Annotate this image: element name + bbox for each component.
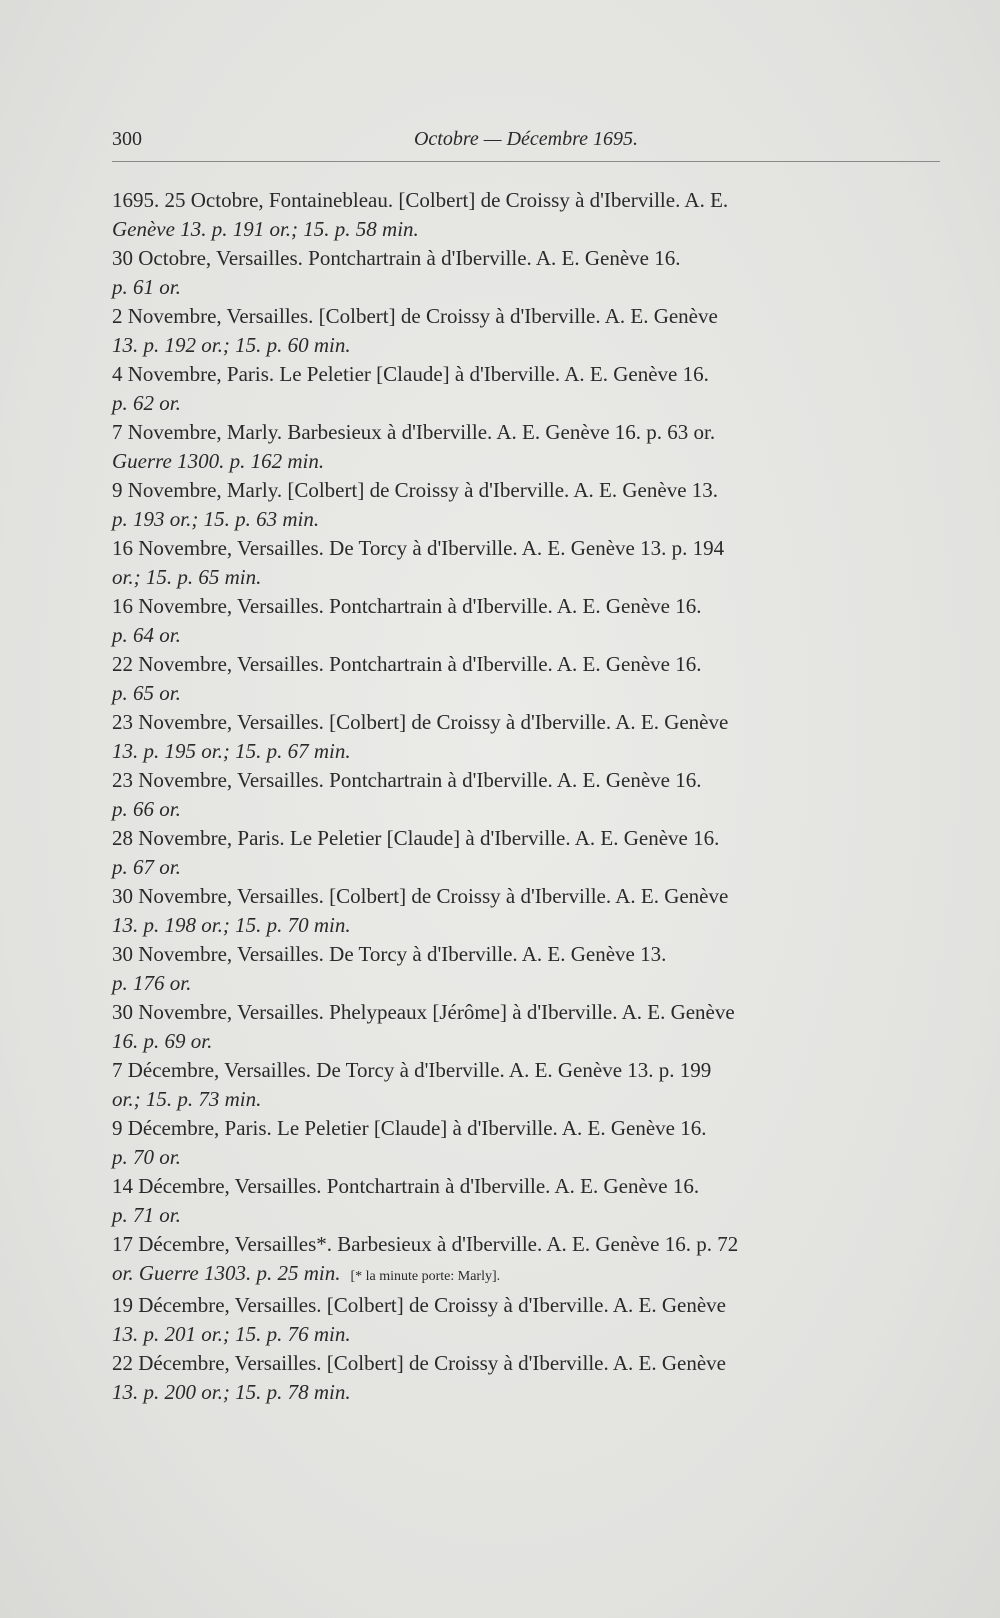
letter-entry: [112, 1172, 940, 1230]
entry-line-2: p. 65 or.: [112, 681, 181, 705]
letter-entry: [112, 186, 940, 244]
entry-line-2: 13. p. 201 or.; 15. p. 76 min.: [112, 1322, 351, 1346]
letter-entry: [112, 534, 940, 592]
running-head: Octobre — Décembre 1695.: [413, 128, 638, 150]
entry-line-2: p. 61 or.: [112, 275, 181, 299]
letter-entry: [112, 302, 940, 360]
entry-line-1: 16 Novembre, Versailles. Pontchartrain à d'Iberville. A. E. Genève 16.: [112, 594, 702, 618]
entry-line-1: 30 Octobre, Versailles. Pontchartrain à d'Iberville. A. E. Genève 16.: [112, 246, 681, 270]
entry-line-1: 22 Novembre, Versailles. Pontchartrain à d'Iberville. A. E. Genève 16.: [112, 652, 702, 676]
letter-entry: [112, 476, 940, 534]
entry-line-1: 17 Décembre, Versailles*. Barbesieux à d'Iberville. A. E. Genève 16. p. 72: [112, 1232, 739, 1256]
entry-line-2: p. 62 or.: [112, 391, 181, 415]
entry-line-2: p. 193 or.; 15. p. 63 min.: [112, 507, 320, 531]
entry-line-2: p. 66 or.: [112, 797, 181, 821]
footnote-marker-text: [* la minute porte: Marly].: [350, 1269, 501, 1284]
entry-line-1: 9 Décembre, Paris. Le Peletier [Claude] à d'Iberville. A. E. Genève 16.: [112, 1116, 707, 1140]
letter-entry: [112, 824, 940, 882]
entry-line-2: 13. p. 192 or.; 15. p. 60 min.: [112, 333, 351, 357]
letter-entry: [112, 882, 940, 940]
entry-line-2: p. 64 or.: [112, 623, 181, 647]
entry-line-1: 23 Novembre, Versailles. Pontchartrain à d'Iberville. A. E. Genève 16.: [112, 768, 702, 792]
letter-entry: [112, 650, 940, 708]
entry-line-1: 4 Novembre, Paris. Le Peletier [Claude] à d'Iberville. A. E. Genève 16.: [112, 362, 709, 386]
entry-line-1: 16 Novembre, Versailles. De Torcy à d'Iberville. A. E. Genève 13. p. 194: [112, 536, 725, 560]
entry-line-2: Guerre 1300. p. 162 min.: [112, 449, 325, 473]
entry-line-1: 23 Novembre, Versailles. [Colbert] de Croissy à d'Iberville. A. E. Genève: [112, 710, 729, 734]
letter-entry: [112, 998, 940, 1056]
entry-line-2: or.; 15. p. 65 min.: [112, 565, 262, 589]
letter-list: [112, 186, 940, 1407]
entry-line-2: [112, 1259, 940, 1291]
letter-entry: [112, 1230, 940, 1291]
entry-line-2: p. 71 or.: [112, 1203, 181, 1227]
entry-line-1: 22 Décembre, Versailles. [Colbert] de Croissy à d'Iberville. A. E. Genève: [112, 1351, 726, 1375]
entry-line-2: 13. p. 200 or.; 15. p. 78 min.: [112, 1380, 351, 1404]
entry-line-2: 13. p. 195 or.; 15. p. 67 min.: [112, 739, 351, 763]
header-rule: [112, 161, 940, 162]
entry-line-1: 14 Décembre, Versailles. Pontchartrain à d'Iberville. A. E. Genève 16.: [112, 1174, 700, 1198]
letter-entry: [112, 418, 940, 476]
entry-line-1: 9 Novembre, Marly. [Colbert] de Croissy à d'Iberville. A. E. Genève 13.: [112, 478, 719, 502]
letter-entry: [112, 360, 940, 418]
entry-line-1: 30 Novembre, Versailles. De Torcy à d'Iberville. A. E. Genève 13.: [112, 942, 667, 966]
entry-line-1: 7 Décembre, Versailles. De Torcy à d'Iberville. A. E. Genève 13. p. 199: [112, 1058, 712, 1082]
letter-entry: [112, 244, 940, 302]
entry-line-2: p. 176 or.: [112, 971, 192, 995]
entry-line-2: 13. p. 198 or.; 15. p. 70 min.: [112, 913, 351, 937]
letter-entry: [112, 1349, 940, 1407]
entry-line-1: 30 Novembre, Versailles. [Colbert] de Croissy à d'Iberville. A. E. Genève: [112, 884, 729, 908]
entry-line-1: 19 Décembre, Versailles. [Colbert] de Croissy à d'Iberville. A. E. Genève: [112, 1293, 726, 1317]
letter-entry: [112, 940, 940, 998]
entry-line-2: 16. p. 69 or.: [112, 1029, 213, 1053]
entry-line-2-text: or. Guerre 1303. p. 25 min.: [112, 1261, 341, 1285]
page-number: 300: [112, 128, 142, 150]
page-header: [112, 128, 940, 158]
letter-entry: [112, 708, 940, 766]
entry-line-2: p. 67 or.: [112, 855, 181, 879]
letter-entry: [112, 592, 940, 650]
entry-line-1: 1695. 25 Octobre, Fontainebleau. [Colbert] de Croissy à d'Iberville. A. E.: [112, 188, 729, 212]
entry-line-1: 7 Novembre, Marly. Barbesieux à d'Iberville. A. E. Genève 16. p. 63 or.: [112, 420, 716, 444]
letter-entry: [112, 766, 940, 824]
entry-line-2: p. 70 or.: [112, 1145, 181, 1169]
letter-entry: [112, 1114, 940, 1172]
letter-entry: [112, 1291, 940, 1349]
entry-line-1: 28 Novembre, Paris. Le Peletier [Claude] à d'Iberville. A. E. Genève 16.: [112, 826, 720, 850]
entry-line-2: or.; 15. p. 73 min.: [112, 1087, 262, 1111]
letter-entry: [112, 1056, 940, 1114]
entry-line-1: 30 Novembre, Versailles. Phelypeaux [Jérôme] à d'Iberville. A. E. Genève: [112, 1000, 735, 1024]
entry-line-2: Genève 13. p. 191 or.; 15. p. 58 min.: [112, 217, 419, 241]
entry-line-1: 2 Novembre, Versailles. [Colbert] de Croissy à d'Iberville. A. E. Genève: [112, 304, 718, 328]
